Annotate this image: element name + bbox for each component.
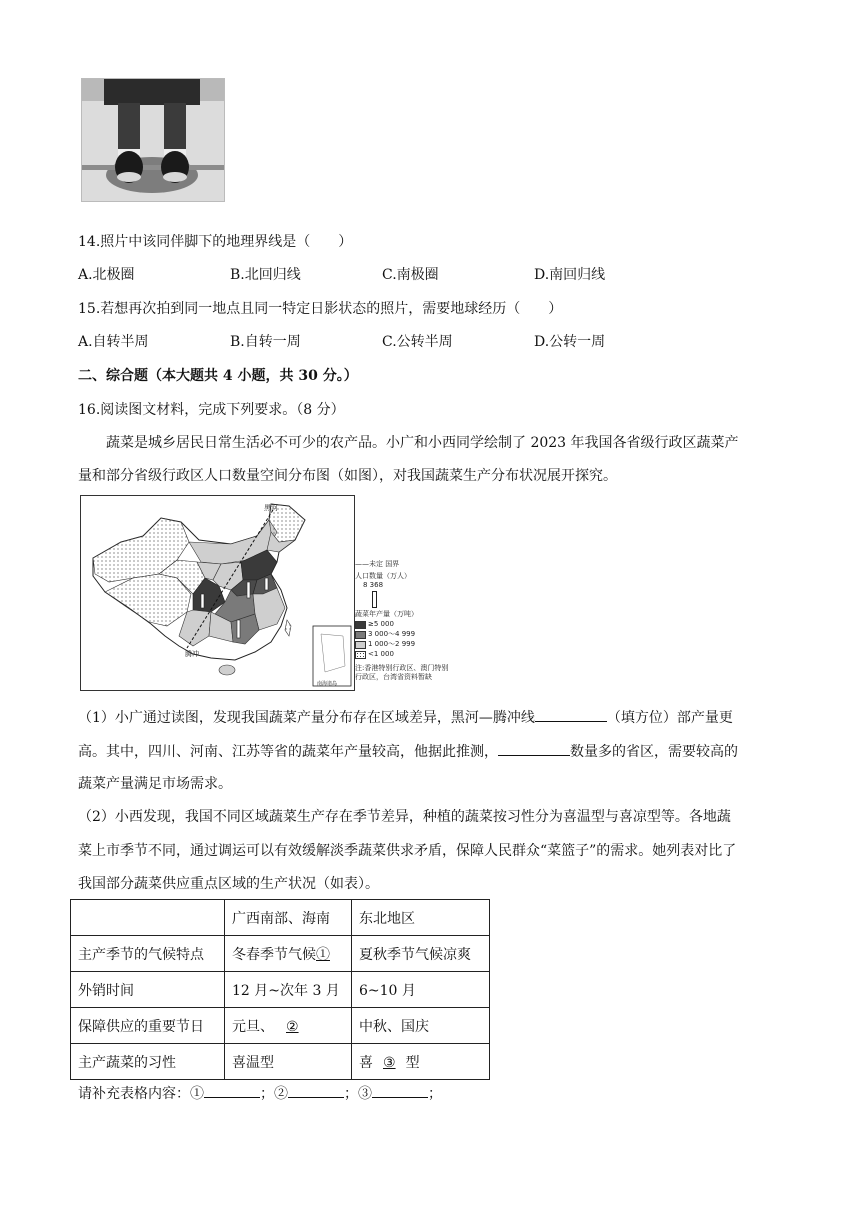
part1-line1-a: （1）小广通过读图，发现我国蔬菜产量分布存在区域差异，黑河—腾冲线 xyxy=(78,710,535,726)
table-row-label: 主产季节的气候特点 xyxy=(71,936,225,972)
fill-blank-3[interactable] xyxy=(372,1083,428,1098)
legend-item-4: <1 000 xyxy=(368,650,394,658)
table-cell: 喜温型 xyxy=(225,1044,352,1080)
map-legend xyxy=(353,560,453,688)
table-cell: 12 月~次年 3 月 xyxy=(225,972,352,1008)
q15-option-c: C.公转半周 xyxy=(382,334,453,350)
table-row xyxy=(71,1008,490,1044)
fill-mark-1: ① xyxy=(190,1086,204,1102)
fill-end: ； xyxy=(428,1086,442,1102)
legend-item-2: 3 000～4 999 xyxy=(368,630,416,638)
photo-feet-on-line xyxy=(81,78,225,202)
table-row-label: 保障供应的重要节日 xyxy=(71,1008,225,1044)
map-label-tengchong: 腾冲 xyxy=(185,650,199,658)
question-15-stem: 15.若想再次拍到同一地点且同一特定日影状态的照片，需要地球经历（ ） xyxy=(78,301,563,317)
legend-vegetable-title: 蔬菜年产量（万吨） xyxy=(355,610,418,618)
legend-note-line2: 行政区，台湾省资料暂缺 xyxy=(355,673,432,681)
legend-swatch-3 xyxy=(355,641,366,649)
table-row-label: 外销时间 xyxy=(71,972,225,1008)
table-header-cell: 广西南部、海南 xyxy=(225,900,352,936)
table-cell: 夏秋季节气候凉爽 xyxy=(352,936,490,972)
legend-swatch-4 xyxy=(355,651,366,659)
fill-blank-2[interactable] xyxy=(288,1083,344,1098)
table-row-label: 主产蔬菜的习性 xyxy=(71,1044,225,1080)
part1-line3: 蔬菜产量满足市场需求。 xyxy=(78,776,232,792)
table-header-cell: 东北地区 xyxy=(352,900,490,936)
part1-line1 xyxy=(78,707,733,728)
table-cell xyxy=(225,936,352,972)
table-cell-text: 喜 xyxy=(359,1054,373,1071)
section-heading: 二、综合题（本大题共 4 小题，共 30 分。） xyxy=(78,368,358,384)
legend-swatch-1 xyxy=(355,621,366,629)
question-14-stem: 14.照片中该同伴脚下的地理界线是（ ） xyxy=(78,234,353,250)
legend-population-value: 8 368 xyxy=(363,581,384,589)
table-cell: 中秋、国庆 xyxy=(352,1008,490,1044)
table-cell xyxy=(225,1008,352,1044)
question-16-stem: 16.阅读图文材料，完成下列要求。（8 分） xyxy=(78,402,345,418)
q15-option-d: D.公转一周 xyxy=(534,334,606,350)
table-cell-text: 型 xyxy=(405,1054,420,1071)
legend-population-bar xyxy=(372,591,377,608)
part2-line3: 我国部分蔬菜供应重点区域的生产状况（如表）。 xyxy=(78,876,379,892)
part2-line2: 菜上市季节不同，通过调运可以有效缓解淡季蔬菜供求矛盾，保障人民群众“菜篮子”的需求。她列表对比了 xyxy=(78,843,737,859)
legend-boundary: ——未定 国界 xyxy=(355,560,400,568)
table-header-row xyxy=(71,900,490,936)
q15-option-b: B.自转一周 xyxy=(230,334,301,350)
map-label-heihe: 黑河 xyxy=(264,504,278,512)
q14-option-c: C.南极圈 xyxy=(382,267,439,283)
table-row xyxy=(71,1044,490,1080)
q15-option-a: A.自转半周 xyxy=(78,334,149,350)
table-cell: 6~10 月 xyxy=(352,972,490,1008)
part1-blank-1[interactable] xyxy=(535,707,607,722)
q14-option-d: D.南回归线 xyxy=(534,267,606,283)
legend-population-title: 人口数量（万人） xyxy=(355,572,411,580)
fill-in-line xyxy=(78,1083,442,1104)
vegetable-region-table xyxy=(70,899,490,1080)
part1-blank-2[interactable] xyxy=(498,741,570,756)
legend-item-1: ≥5 000 xyxy=(368,620,394,628)
q14-option-b: B.北回归线 xyxy=(230,267,301,283)
table-header-cell xyxy=(71,900,225,936)
q16-paragraph-line1: 蔬菜是城乡居民日常生活必不可少的农产品。小广和小西同学绘制了 2023 年我国各省级行政区蔬菜产 xyxy=(106,435,739,451)
map-inset-label: 南海诸岛 xyxy=(317,681,338,687)
part1-line2-a: 高。其中，四川、河南、江苏等省的蔬菜年产量较高，他据此推测， xyxy=(78,744,498,760)
part1-line2 xyxy=(78,741,738,762)
legend-note-line1: 注:香港特别行政区、澳门特别 xyxy=(355,664,449,672)
part2-line1: （2）小西发现，我国不同区域蔬菜生产存在季节差异，种植的蔬菜按习性分为喜温型与喜凉型等。各地蔬 xyxy=(78,809,731,825)
fill-mark-3: ；③ xyxy=(344,1086,372,1102)
blank-marker-2[interactable]: ② xyxy=(286,1018,299,1035)
china-vegetable-map xyxy=(80,495,355,691)
table-row xyxy=(71,936,490,972)
legend-item-3: 1 000～2 999 xyxy=(368,640,416,648)
fill-lead: 请补充表格内容： xyxy=(78,1086,190,1102)
fill-mark-2: ；② xyxy=(260,1086,288,1102)
fill-blank-1[interactable] xyxy=(204,1083,260,1098)
table-cell-text: 元旦、 xyxy=(232,1018,274,1035)
table-cell-text: 冬春季节气候 xyxy=(232,946,316,963)
q14-option-a: A.北极圈 xyxy=(78,267,135,283)
blank-marker-3[interactable]: ③ xyxy=(383,1054,396,1071)
part1-line1-b: （填方位）部产量更 xyxy=(606,710,733,726)
blank-marker-1[interactable]: ① xyxy=(316,946,330,963)
part1-line2-b: 数量多的省区，需要较高的 xyxy=(570,744,738,760)
q16-paragraph-line2: 量和部分省级行政区人口数量空间分布图（如图），对我国蔬菜生产分布状况展开探究。 xyxy=(78,468,617,484)
legend-swatch-2 xyxy=(355,631,366,639)
table-row xyxy=(71,972,490,1008)
table-cell xyxy=(352,1044,490,1080)
